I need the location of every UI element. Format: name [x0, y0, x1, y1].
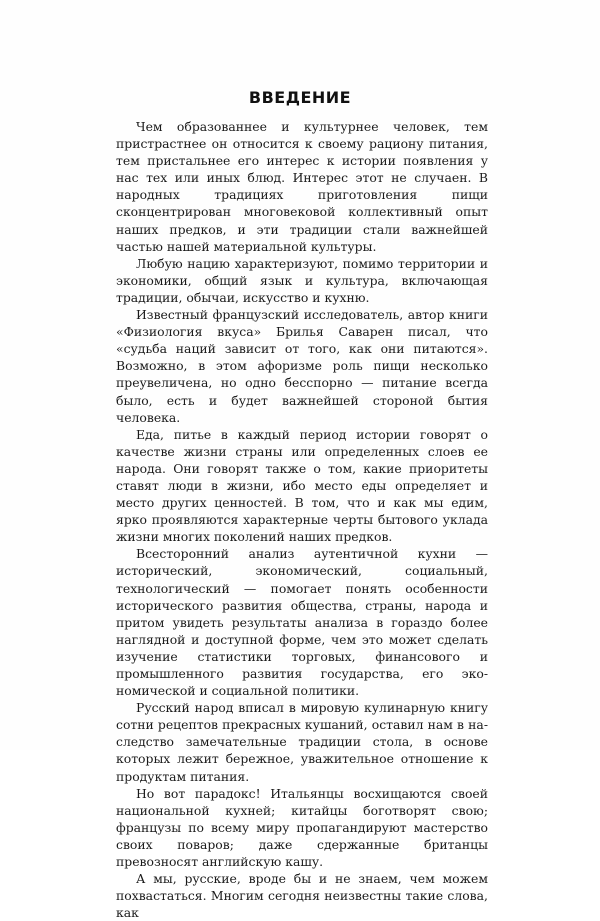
- paragraph: Известный французский исследователь, автор книги «Физиология вкуса» Брилья Саварен писал, что «судьба наций зависит от того, как они питаются». Возможно, в этом афоризме роль пищи несколько преувеличена, но одно бесспорно — питание всегда было, есть и будет важнейшей стороной бытия человека.: [116, 307, 488, 425]
- paragraph: Еда, питье в каждый период истории говорят о качестве жизни страны или определенных слоев ее народа. Они говорят также о том, какие приоритеты ставят люди в жизни, ибо место еды определяет и место других ценностей. В том, что и как мы едим, ярко проявляются характерные черты бытового уклада жизни многих поколений наших предков.: [116, 426, 488, 545]
- paragraph: Чем образованнее и культурнее человек, тем пристрастнее он относится к своему рациону питания, тем пристальнее его интерес к истории появления у нас тех или иных блюд. Интерес этот не случаен. В народных традициях приготовления пищи сконцентрирован многовековой коллективный опыт наших предков, и эти традиции стали важнейшей частью нашей материальной культуры.: [116, 119, 488, 254]
- paragraph: Русский народ вписал в мировую кулинарную книгу сотни рецептов прекрасных кушаний, оставил нам в наследство замечательные традиции стола, в основе которых лежит бережное, уважительное отношение к продуктам питания.: [116, 700, 488, 784]
- paragraph: Но вот парадокс! Итальянцы восхищаются своей национальной кухней; китайцы боготворят свою; французы по всему миру пропагандируют мастерство своих поваров; даже сдержанные британцы превозносят английскую кашу.: [116, 785, 488, 870]
- paragraph: Любую нацию характеризуют, помимо территории и экономики, общий язык и культура, включающая традиции, обычаи, искусство и кухню.: [116, 255, 488, 305]
- paragraph: А мы, русские, вроде бы и не знаем, чем можем похвастаться. Многим сегодня неизвестны такие слова, как: [116, 871, 488, 921]
- page-title: ВВЕДЕНИЕ: [248, 88, 352, 107]
- paragraph: Всесторонний анализ аутентичной кухни — исторический, экономический, социальный, технологический — помогает понять особенности исторического развития общества, страны, народа и притом увидеть результаты анализа в гораздо более наглядной и доступной форме, чем это может сделать изучение статистики торговых, финансового и промышленного развития государства, его экономической и социальной политики.: [116, 546, 488, 699]
- body-text: [116, 118, 488, 921]
